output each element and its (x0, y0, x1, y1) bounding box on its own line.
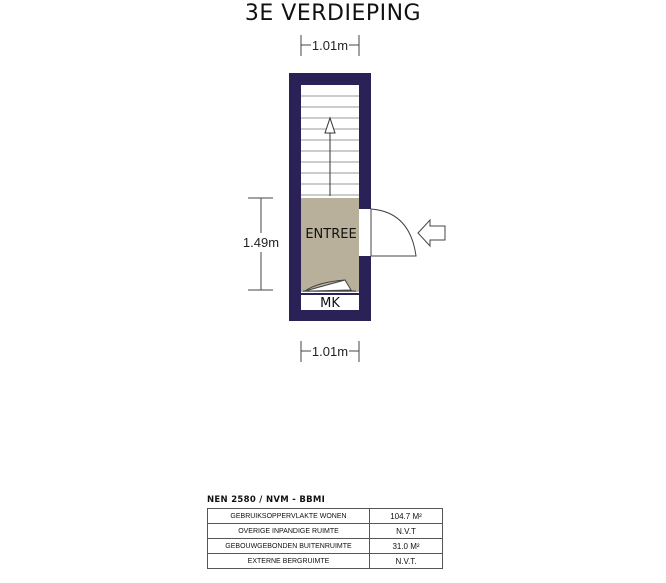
dimension-bottom (301, 341, 359, 362)
area-value: 104.7 M² (370, 509, 443, 524)
area-label: GEBRUIKSOPPERVLAKTE WONEN (208, 509, 370, 524)
room-label-mk: MK (320, 296, 340, 311)
table-row (208, 539, 443, 554)
area-table (207, 508, 443, 569)
table-row (208, 554, 443, 569)
area-label: GEBOUWGEBONDEN BUITENRUIMTE (208, 539, 370, 554)
dimension-left-label: 1.49m (242, 235, 280, 250)
area-table-title: NEN 2580 / NVM - BBMI (207, 495, 326, 505)
area-value: N.V.T (370, 524, 443, 539)
room-label-entree: ENTREE (305, 227, 357, 242)
area-label: OVERIGE INPANDIGE RUIMTE (208, 524, 370, 539)
entree-floor (301, 198, 359, 292)
dimension-top (301, 35, 359, 56)
table-row (208, 509, 443, 524)
area-summary (207, 495, 443, 569)
dimension-top-label: 1.01m (311, 38, 349, 53)
floor-title: 3E VERDIEPING (244, 1, 422, 26)
area-label: EXTERNE BERGRUIMTE (208, 554, 370, 569)
entrance-opening (359, 209, 372, 256)
table-row (208, 524, 443, 539)
entrance-door (371, 209, 416, 256)
area-value: N.V.T. (370, 554, 443, 569)
area-value: 31.0 M² (370, 539, 443, 554)
dimension-bottom-label: 1.01m (311, 344, 349, 359)
entry-arrow-icon (418, 220, 445, 246)
